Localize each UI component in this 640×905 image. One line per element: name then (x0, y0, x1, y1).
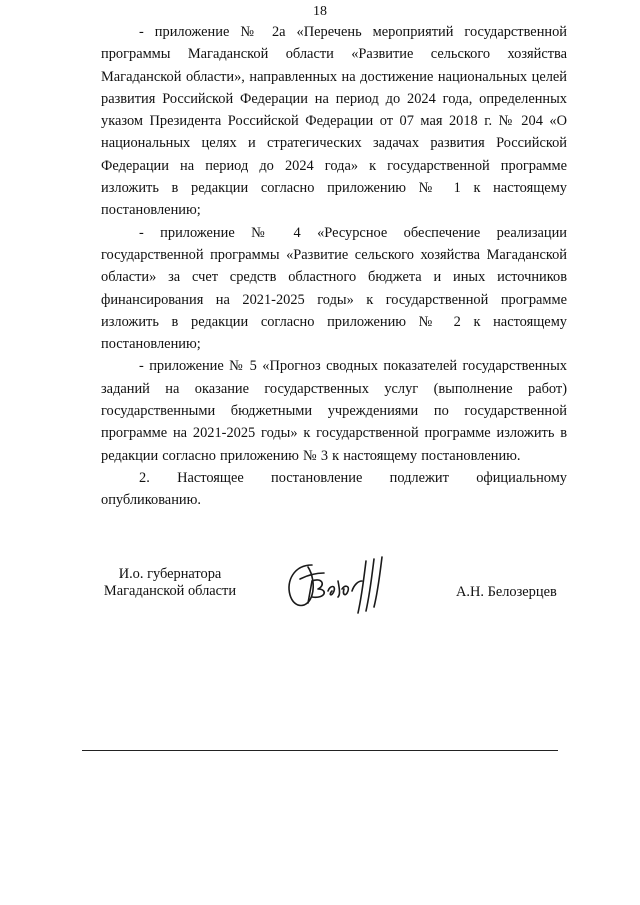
handwritten-signature (282, 551, 402, 621)
paragraph-publication: 2. Настоящее постановление подлежит официальному опубликованию. (101, 469, 567, 509)
paragraph-appendix-4: - приложение № 4 «Ресурсное обеспечение реализации государственной программы «Развитие сельского хозяйства Магаданской области» за счет средств областного бюджета и иных источников финансирования на 2021-2025 годы» к государственной программе изложить в редакции согласно приложению № 2 к настоящему постановлению; (101, 224, 567, 353)
signatory-title (90, 566, 250, 600)
signatory-title-line-2: Магаданской области (103, 583, 237, 599)
signer-name: А.Н. Белозерцев (456, 584, 557, 600)
paragraph-appendix-2a: - приложение № 2а «Перечень мероприятий государственной программы Магаданской области «Развитие сельского хозяйства Магаданской области», направленных на достижение национальных целей развития Российской Федерации на период до 2024 года, определенных указом Президента Российской Федерации от 07 мая 2018 г. № 204 «О национальных целях и стратегических задачах развития Российской Федерации на период до 2024 года» к государственной программе изложить в редакции согласно приложению № 1 к настоящему постановлению; (101, 24, 567, 219)
document-body (101, 21, 567, 512)
page-number: 18 (313, 4, 327, 19)
signatory-title-line-1: И.о. губернатора (118, 566, 222, 582)
footer-divider (82, 750, 558, 751)
paragraph-appendix-5: - приложение № 5 «Прогноз сводных показателей государственных заданий на оказание государственных услуг (выполнение работ) государственными бюджетными учреждениями по государственной программе на 2021-2025 годы» к государственной программе изложить в редакции согласно приложению № 3 к настоящему постановлению. (101, 358, 567, 464)
